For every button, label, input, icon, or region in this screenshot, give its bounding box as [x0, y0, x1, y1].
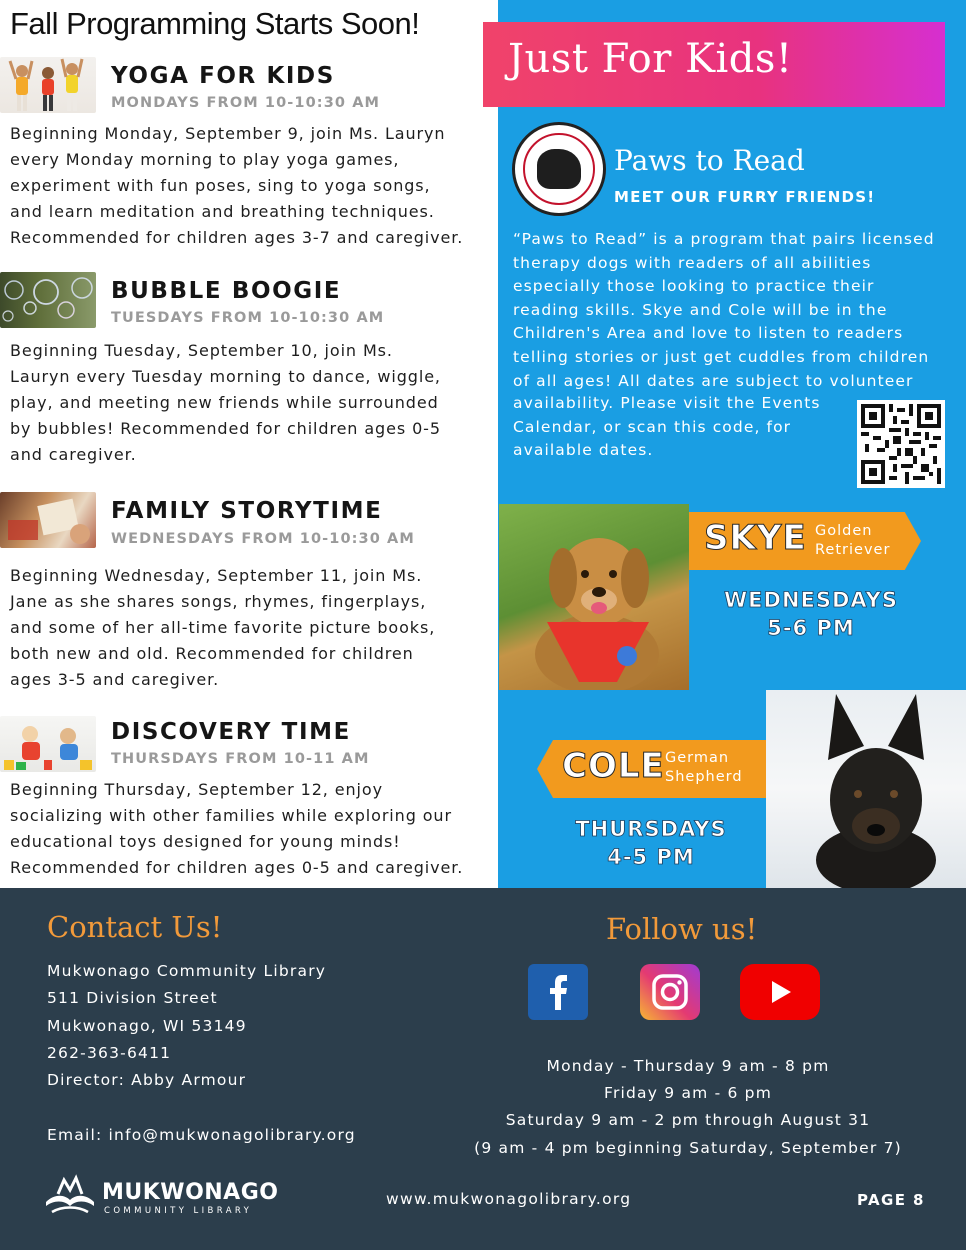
program-schedule: MONDAYS FROM 10-10:30 AM — [111, 95, 381, 111]
skye-breed — [815, 522, 890, 560]
program-title: DISCOVERY TIME — [111, 719, 351, 745]
description-line: Lauryn every Tuesday morning to dance, wiggle, — [10, 367, 441, 386]
program-title: YOGA FOR KIDS — [111, 63, 335, 89]
description-line: by bubbles! Recommended for children ages 0-5 — [10, 419, 441, 438]
breed-line: Shepherd — [665, 769, 743, 785]
description-line: availability. Please visit the Events — [513, 394, 821, 412]
hours-line: Saturday 9 am - 2 pm through August 31 — [505, 1111, 871, 1130]
contact-email[interactable]: Email: info@mukwonagolibrary.org — [47, 1125, 356, 1144]
contact-director: Director: Abby Armour — [47, 1071, 247, 1090]
kids-banner-title: Just For Kids! — [508, 36, 793, 82]
programs-column — [0, 0, 498, 888]
description-line: “Paws to Read” is a program that pairs licensed — [513, 230, 935, 248]
skye-photo — [499, 504, 689, 690]
bubbles-photo — [0, 272, 96, 328]
schedule-time: 5-6 PM — [767, 616, 855, 640]
paws-title: Paws to Read — [614, 144, 805, 177]
description-line: therapy dogs with readers of all abilities — [513, 253, 872, 272]
description-line: of all ages! All dates are subject to volunteer — [513, 371, 914, 390]
contact-street: 511 Division Street — [47, 989, 218, 1008]
library-logo-icon — [42, 1172, 98, 1218]
library-hours — [448, 1053, 928, 1162]
follow-title: Follow us! — [606, 912, 758, 946]
program-title: BUBBLE BOOGIE — [111, 278, 342, 304]
facebook-icon[interactable] — [528, 964, 588, 1020]
page-number: PAGE 8 — [857, 1191, 925, 1209]
page-heading: Fall Programming Starts Soon! — [10, 6, 420, 41]
breed-line: Golden — [815, 523, 873, 539]
description-line: Calendar, or scan this code, for — [513, 417, 792, 436]
contact-title: Contact Us! — [47, 910, 223, 944]
description-line: Recommended for children ages 0-5 and caregiver. — [10, 858, 464, 877]
program-schedule: TUESDAYS FROM 10-10:30 AM — [111, 310, 385, 326]
program-description — [10, 777, 494, 881]
therapy-dogs-badge-icon — [512, 122, 606, 216]
description-line: telling stories or just get cuddles from children — [513, 347, 930, 366]
breed-line: Retriever — [815, 542, 891, 558]
skye-schedule — [708, 586, 914, 642]
discovery-photo — [0, 716, 96, 772]
description-line: every Monday morning to play yoga games, — [10, 150, 400, 169]
cole-photo — [766, 690, 966, 888]
logo-subtitle: COMMUNITY LIBRARY — [104, 1206, 253, 1216]
description-line: Jane as she shares songs, rhymes, fingerplays, — [10, 592, 427, 611]
description-line: Recommended for children ages 3-7 and caregiver. — [10, 228, 464, 247]
schedule-time: 4-5 PM — [607, 845, 695, 869]
hours-line: Monday - Thursday 9 am - 8 pm — [546, 1057, 830, 1075]
spacer — [47, 1094, 356, 1121]
paws-subtitle: MEET OUR FURRY FRIENDS! — [614, 188, 876, 206]
hours-line: (9 am - 4 pm beginning Saturday, September 7) — [474, 1138, 902, 1157]
yoga-photo — [0, 57, 96, 113]
program-description — [10, 338, 494, 468]
description-line: Beginning Wednesday, September 11, join Ms. — [10, 566, 423, 585]
description-line: Children's Area and love to listen to readers — [513, 324, 904, 343]
paws-description-cont — [513, 392, 848, 463]
contact-library-name: Mukwonago Community Library — [47, 962, 327, 980]
description-line: and some of her all-time favorite picture books, — [10, 618, 436, 637]
instagram-icon[interactable] — [640, 964, 700, 1020]
description-line: and learn meditation and breathing techniques. — [10, 202, 435, 221]
dog-silhouette-icon — [537, 149, 581, 189]
program-schedule: WEDNESDAYS FROM 10-10:30 AM — [111, 531, 415, 547]
hours-line: Friday 9 am - 6 pm — [603, 1084, 773, 1103]
logo-wordmark: MUKWONAGO — [102, 1180, 279, 1205]
breed-line: German — [665, 750, 730, 766]
program-schedule: THURSDAYS FROM 10-11 AM — [111, 751, 370, 767]
program-description — [10, 563, 494, 693]
description-line: Beginning Tuesday, September 10, join Ms. — [10, 341, 393, 360]
contact-info — [47, 958, 356, 1149]
description-line: available dates. — [513, 441, 654, 460]
contact-phone[interactable]: 262-363-6411 — [47, 1043, 172, 1062]
description-line: especially those looking to practice their — [513, 277, 875, 296]
paws-description — [513, 228, 958, 393]
description-line: and caregiver. — [10, 445, 137, 464]
description-line: reading skills. Skye and Cole will be in the — [513, 300, 888, 319]
contact-city: Mukwonago, WI 53149 — [47, 1016, 247, 1035]
description-line: experiment with fun poses, sing to yoga songs, — [10, 176, 431, 195]
skye-name: SKYE — [704, 518, 807, 558]
qr-code-icon[interactable] — [857, 400, 945, 488]
description-line: both new and old. Recommended for children — [10, 644, 414, 663]
library-logo — [42, 1172, 282, 1222]
cole-breed — [665, 749, 743, 787]
cole-schedule — [548, 815, 754, 871]
program-description — [10, 121, 494, 251]
program-title: FAMILY STORYTIME — [111, 498, 383, 524]
schedule-day: THURSDAYS — [575, 817, 727, 841]
cole-name: COLE — [562, 746, 665, 786]
website-link[interactable]: www.mukwonagolibrary.org — [386, 1190, 632, 1208]
description-line: educational toys designed for young minds! — [10, 832, 401, 851]
description-line: ages 3-5 and caregiver. — [10, 670, 220, 689]
schedule-day: WEDNESDAYS — [724, 588, 898, 612]
storytime-photo — [0, 492, 96, 548]
description-line: play, and meeting new friends while surrounded — [10, 393, 439, 412]
description-line: Beginning Thursday, September 12, enjoy — [10, 780, 383, 799]
youtube-icon[interactable] — [740, 964, 820, 1020]
description-line: socializing with other families while exploring our — [10, 806, 452, 825]
description-line: Beginning Monday, September 9, join Ms. Lauryn — [10, 124, 446, 143]
